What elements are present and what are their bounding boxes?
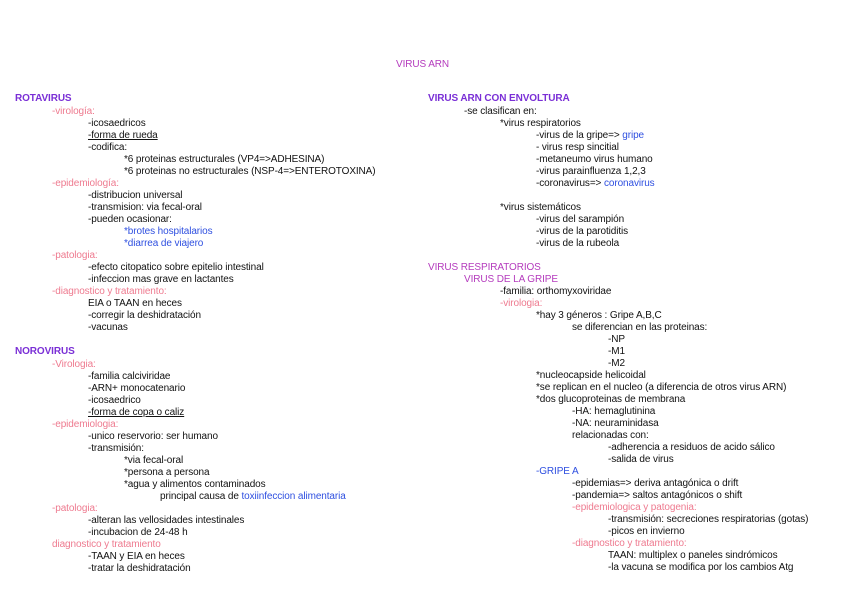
text-line: -efecto citopatico sobre epitelio intestinal [88, 262, 264, 273]
text-line [536, 130, 644, 142]
text-line: -pueden ocasionar: [88, 214, 172, 225]
text-line: -familia: orthomyxoviridae [500, 286, 612, 297]
text-line: *persona a persona [124, 467, 210, 478]
text-fragment: principal causa de [160, 491, 242, 502]
text-line: -transmisión: [88, 443, 144, 454]
text-fragment: -coronavirus=> [536, 178, 604, 189]
text-line: -forma de rueda [88, 130, 158, 141]
gripe-a-heading: -GRIPE A [536, 466, 579, 477]
gripe-epidemiologia-label: -epidemiologica y patogenia: [572, 502, 697, 513]
text-line: -forma de copa o caliz [88, 407, 185, 418]
page-title: VIRUS ARN [396, 59, 450, 70]
text-line: -virus del sarampión [536, 214, 625, 225]
rotavirus-heading: ROTAVIRUS [15, 93, 72, 104]
coronavirus-link[interactable]: coronavirus [603, 178, 655, 189]
text-line: -vacunas [88, 322, 128, 333]
gripe-heading: VIRUS DE LA GRIPE [464, 274, 558, 285]
text-line: -unico reservorio: ser humano [88, 431, 218, 442]
text-line: -familia calciviridae [88, 371, 171, 382]
text-line: -metaneumo virus humano [536, 154, 653, 165]
text-line: *se replican en el nucleo (a diferencia de otros virus ARN) [536, 382, 787, 393]
text-line: -transmision: via fecal-oral [88, 202, 202, 213]
text-line: -HA: hemaglutinina [572, 406, 656, 417]
text-line: - virus resp sincitial [536, 142, 619, 153]
respiratorios-heading: VIRUS RESPIRATORIOS [428, 262, 541, 273]
text-line: -tratar la deshidratación [88, 563, 191, 574]
text-line: -la vacuna se modifica por los cambios Atg [608, 562, 794, 573]
text-line [536, 178, 655, 190]
text-fragment: -virus de la gripe=> [536, 130, 623, 141]
norovirus-heading: NOROVIRUS [15, 346, 75, 357]
highlight-text: *brotes hospitalarios [124, 226, 213, 237]
text-line: TAAN: multiplex o paneles sindrómicos [608, 550, 778, 561]
highlight-text: *diarrea de viajero [124, 238, 204, 249]
text-line: -NP [608, 334, 625, 345]
text-line [160, 491, 346, 503]
text-line: -virus de la parotiditis [536, 226, 629, 237]
text-line: se diferencian en las proteinas: [572, 322, 708, 333]
text-line: *virus sistemáticos [500, 202, 581, 213]
text-line: *dos glucoproteinas de membrana [536, 394, 686, 405]
gripe-virologia-label: -virologia: [500, 298, 543, 309]
text-line: -virus de la rubeola [536, 238, 620, 249]
text-line: -NA: neuraminidasa [572, 418, 659, 429]
highlight-text: toxiinfeccion alimentaria [241, 491, 346, 502]
rotavirus-epidemiologia-label: -epidemiología: [52, 178, 119, 189]
text-line: -icosaedrico [88, 395, 141, 406]
text-line: -epidemias=> deriva antagónica o drift [572, 478, 739, 489]
norovirus-virologia-label: -Virologia: [52, 359, 96, 370]
text-line: -adherencia a residuos de acido sálico [608, 442, 775, 453]
norovirus-patologia-label: -patologia: [52, 503, 98, 514]
rotavirus-virologia-label: -virología: [52, 106, 95, 117]
text-line: -distribucion universal [88, 190, 183, 201]
text-line: *agua y alimentos contaminados [124, 479, 266, 490]
text-line: -TAAN y EIA en heces [88, 551, 185, 562]
text-line: -M1 [608, 346, 625, 357]
gripe-link[interactable]: gripe [622, 130, 645, 141]
text-line: -M2 [608, 358, 625, 369]
text-line: *virus respiratorios [500, 118, 581, 129]
text-line: EIA o TAAN en heces [88, 298, 182, 309]
text-line: *hay 3 géneros : Gripe A,B,C [536, 310, 662, 321]
text-line: *6 proteinas no estructurales (NSP-4=>ENTEROTOXINA) [124, 166, 376, 177]
text-line: -picos en invierno [608, 526, 685, 537]
envoltura-heading: VIRUS ARN CON ENVOLTURA [428, 93, 570, 104]
text-line: -infeccion mas grave en lactantes [88, 274, 234, 285]
norovirus-diagnostico-label: diagnostico y tratamiento [52, 539, 161, 550]
text-line: -ARN+ monocatenario [88, 383, 186, 394]
rotavirus-patologia-label: -patologia: [52, 250, 98, 261]
gripe-diagnostico-label: -diagnostico y tratamiento: [572, 538, 687, 549]
text-line: -alteran las vellosidades intestinales [88, 515, 245, 526]
rotavirus-diagnostico-label: -diagnostico y tratamiento: [52, 286, 167, 297]
text-line: -icosaedricos [88, 118, 146, 129]
text-line: -transmisión: secreciones respiratorias (gotas) [608, 514, 809, 525]
text-line: *via fecal-oral [124, 455, 184, 466]
text-line: *nucleocapside helicoidal [536, 370, 646, 381]
text-line: -pandemia=> saltos antagónicos o shift [572, 490, 743, 501]
text-line: relacionadas con: [572, 430, 649, 441]
text-line: -salida de virus [608, 454, 674, 465]
text-line: -corregir la deshidratación [88, 310, 201, 321]
text-line: -se clasifican en: [464, 106, 537, 117]
text-line: -incubacion de 24-48 h [88, 527, 188, 538]
norovirus-epidemiologia-label: -epidemiologia: [52, 419, 119, 430]
text-line: -virus parainfluenza 1,2,3 [536, 166, 646, 177]
text-line: -codifica: [88, 142, 128, 153]
text-line: *6 proteinas estructurales (VP4=>ADHESINA) [124, 154, 325, 165]
